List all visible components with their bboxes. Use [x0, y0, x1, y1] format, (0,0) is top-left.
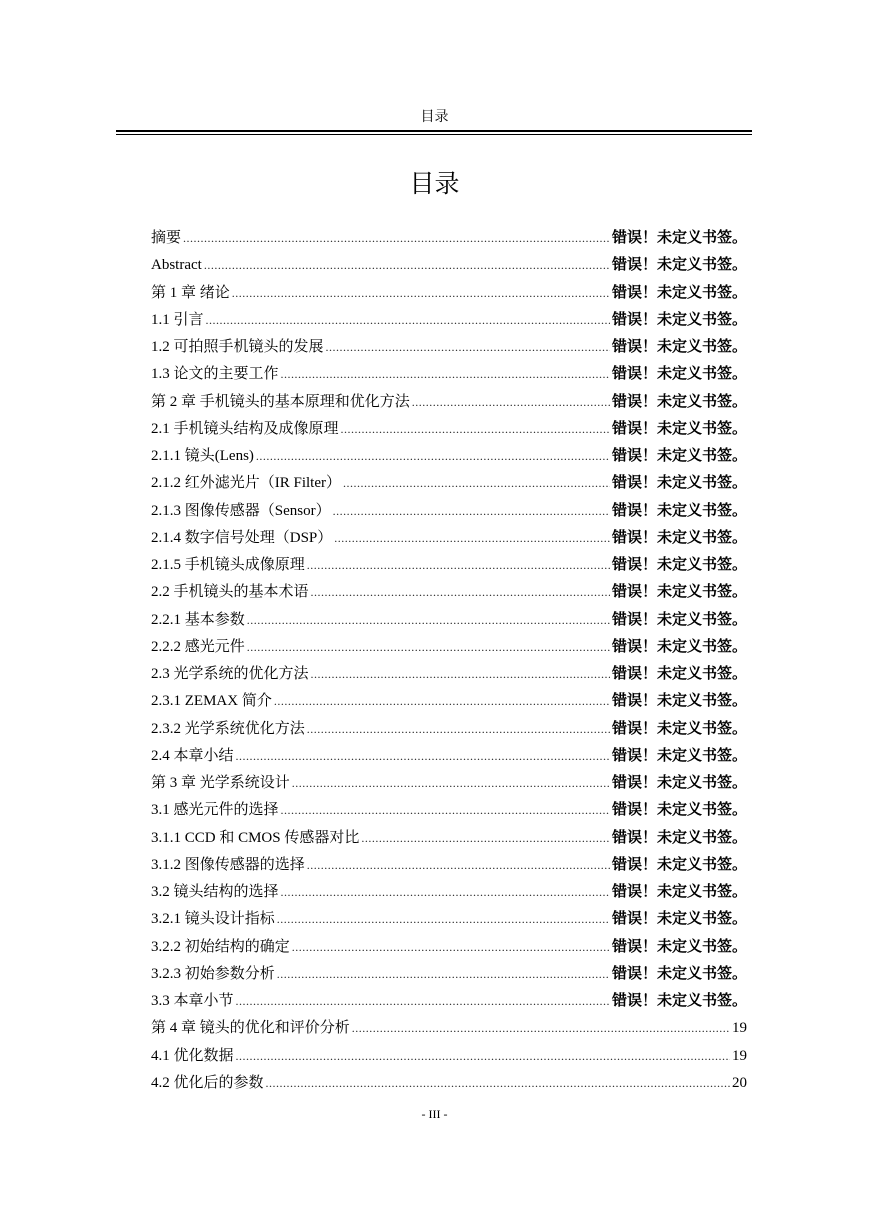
- toc-dot-leader: [281, 885, 610, 900]
- toc-dot-leader: [277, 912, 610, 927]
- toc-entry-label: 2.1 手机镜头结构及成像原理: [151, 420, 339, 437]
- toc-entry-label: Abstract: [151, 257, 202, 274]
- toc-entry[interactable]: [151, 1044, 747, 1071]
- toc-entry-page-number: 19: [732, 1020, 747, 1037]
- header-rule-thin: [116, 134, 752, 135]
- toc-entry[interactable]: [151, 962, 747, 989]
- toc-entry-bookmark-error: 错误！未定义书签。: [611, 718, 747, 737]
- toc-dot-leader: [412, 395, 610, 410]
- toc-entry-bookmark-error: 错误！未定义书签。: [611, 364, 747, 383]
- toc-dot-leader: [334, 531, 610, 546]
- toc-entry-label: 第 3 章 光学系统设计: [151, 775, 290, 791]
- toc-dot-leader: [292, 940, 610, 955]
- toc-entry-label: 3.2.3 初始参数分析: [151, 965, 275, 982]
- toc-dot-leader: [341, 422, 610, 437]
- toc-entry-bookmark-error: 错误！未定义书签。: [611, 309, 747, 328]
- toc-dot-leader: [311, 585, 610, 600]
- toc-entry-bookmark-error: 错误！未定义书签。: [611, 527, 747, 546]
- toc-title: 目录: [409, 169, 460, 198]
- toc-entry-label: 3.1.2 图像传感器的选择: [151, 856, 305, 873]
- toc-entry-bookmark-error: 错误！未定义书签。: [611, 609, 747, 628]
- toc-entry[interactable]: [151, 689, 747, 716]
- toc-entry[interactable]: [151, 935, 747, 962]
- toc-entry-label: 第 2 章 手机镜头的基本原理和优化方法: [151, 393, 410, 410]
- toc-entry-bookmark-error: 错误！未定义书签。: [611, 773, 747, 791]
- toc-entry[interactable]: [151, 281, 747, 308]
- toc-entry-bookmark-error: 错误！未定义书签。: [611, 800, 747, 819]
- toc-entry-bookmark-error: 错误！未定义书签。: [611, 882, 747, 900]
- toc-dot-leader: [232, 286, 610, 301]
- toc-entry-label: 2.3.2 光学系统优化方法: [151, 720, 305, 737]
- toc-entry-bookmark-error: 错误！未定义书签。: [611, 691, 747, 710]
- toc-entry-label: 第 1 章 绪论: [151, 284, 230, 301]
- toc-entry-label: 2.4 本章小结: [151, 747, 234, 764]
- toc-entry-label: 3.2 镜头结构的选择: [151, 884, 279, 900]
- toc-entry-label: 4.2 优化后的参数: [151, 1074, 264, 1091]
- toc-dot-leader: [361, 831, 610, 846]
- toc-entry-label: 3.1 感光元件的选择: [151, 802, 279, 819]
- toc-entry-bookmark-error: 错误！未定义书签。: [611, 936, 747, 955]
- toc-entry[interactable]: [151, 1016, 747, 1043]
- toc-entry-label: 3.3 本章小节: [151, 993, 234, 1009]
- toc-entry[interactable]: [151, 608, 747, 635]
- toc-dot-leader: [307, 858, 610, 873]
- toc-entry-bookmark-error: 错误！未定义书签。: [611, 827, 747, 846]
- toc-entry-bookmark-error: 错误！未定义书签。: [611, 555, 747, 573]
- toc-entry-label: 3.1.1 CCD 和 CMOS 传感器对比: [151, 829, 360, 846]
- toc-entry[interactable]: [151, 907, 747, 934]
- toc-entry[interactable]: [151, 253, 747, 280]
- toc-entry-label: 2.2 手机镜头的基本术语: [151, 584, 309, 601]
- toc-entry[interactable]: [151, 335, 747, 362]
- toc-dot-leader: [277, 967, 610, 982]
- toc-entry-bookmark-error: 错误！未定义书签。: [611, 473, 747, 492]
- toc-entry-bookmark-error: 错误！未定义书签。: [611, 745, 747, 764]
- toc-entry-bookmark-error: 错误！未定义书签。: [611, 636, 747, 655]
- toc-entry-bookmark-error: 错误！未定义书签。: [611, 337, 747, 355]
- toc-entry-label: 2.1.4 数字信号处理（DSP）: [151, 529, 333, 546]
- toc-entry[interactable]: [151, 308, 747, 335]
- toc-dot-leader: [206, 313, 610, 328]
- toc-entry[interactable]: [151, 226, 747, 253]
- toc-entry[interactable]: [151, 553, 747, 580]
- toc-entry[interactable]: [151, 798, 747, 825]
- toc-dot-leader: [307, 558, 610, 573]
- toc-entry[interactable]: [151, 526, 747, 553]
- toc-entry[interactable]: [151, 717, 747, 744]
- toc-entry-bookmark-error: 错误！未定义书签。: [611, 418, 747, 437]
- toc-dot-leader: [311, 667, 610, 682]
- toc-entry-label: 2.3 光学系统的优化方法: [151, 666, 309, 682]
- toc-entry-bookmark-error: 错误！未定义书签。: [611, 854, 747, 873]
- toc-entry-bookmark-error: 错误！未定义书签。: [611, 391, 747, 410]
- toc-entry[interactable]: [151, 362, 747, 389]
- toc-entry-bookmark-error: 错误！未定义书签。: [611, 909, 747, 928]
- toc-entry-bookmark-error: 错误！未定义书签。: [611, 282, 747, 301]
- toc-dot-leader: [307, 722, 610, 737]
- toc-dot-leader: [247, 640, 610, 655]
- toc-entry-page-number: 20: [732, 1074, 747, 1091]
- toc-entry[interactable]: [151, 880, 747, 907]
- toc-dot-leader: [274, 694, 610, 709]
- toc-entry-bookmark-error: 错误！未定义书签。: [611, 255, 747, 274]
- toc-dot-leader: [292, 776, 610, 791]
- toc-entry-label: 1.1 引言: [151, 311, 204, 328]
- toc-entry-bookmark-error: 错误！未定义书签。: [611, 991, 747, 1009]
- toc-entry-label: 1.3 论文的主要工作: [151, 366, 279, 383]
- toc-entry-label: 2.2.1 基本参数: [151, 611, 245, 628]
- toc-dot-leader: [236, 749, 610, 764]
- toc-entry[interactable]: [151, 989, 747, 1016]
- toc-entry[interactable]: [151, 662, 747, 689]
- toc-entry[interactable]: [151, 635, 747, 662]
- toc-entry-bookmark-error: 错误！未定义书签。: [611, 500, 747, 519]
- toc-entry-bookmark-error: 错误！未定义书签。: [611, 446, 747, 464]
- header-rule-thick: [116, 130, 752, 132]
- toc-dot-leader: [236, 1049, 730, 1064]
- toc-dot-leader: [343, 476, 610, 491]
- toc-dot-leader: [281, 367, 610, 382]
- toc-entry-bookmark-error: 错误！未定义书签。: [611, 664, 747, 682]
- toc-dot-leader: [256, 449, 610, 464]
- toc-dot-leader: [204, 258, 610, 273]
- toc-entry[interactable]: [151, 499, 747, 526]
- toc-entry[interactable]: [151, 580, 747, 607]
- toc-entry-label: 第 4 章 镜头的优化和评价分析: [151, 1020, 350, 1037]
- toc-entry-label: 1.2 可拍照手机镜头的发展: [151, 339, 324, 355]
- toc-dot-leader: [266, 1076, 730, 1091]
- toc-entry-label: 3.2.2 初始结构的确定: [151, 938, 290, 955]
- toc-dot-leader: [281, 803, 610, 818]
- toc-entry-label: 摘要: [151, 230, 182, 246]
- toc-entry[interactable]: [151, 471, 747, 498]
- page-number: - III -: [421, 1107, 448, 1121]
- toc-entry-label: 2.1.5 手机镜头成像原理: [151, 557, 305, 573]
- toc-entry-label: 4.1 优化数据: [151, 1047, 234, 1064]
- toc-dot-leader: [333, 504, 610, 519]
- toc-entry-label: 2.2.2 感光元件: [151, 638, 245, 655]
- toc-entry-label: 2.3.1 ZEMAX 简介: [151, 693, 272, 710]
- toc-entry[interactable]: [151, 417, 747, 444]
- toc-entry[interactable]: [151, 826, 747, 853]
- toc-entry-label: 3.2.1 镜头设计指标: [151, 911, 275, 928]
- toc-entry-label: 2.1.3 图像传感器（Sensor）: [151, 502, 331, 519]
- toc-entry-bookmark-error: 错误！未定义书签。: [611, 228, 747, 246]
- toc-dot-leader: [183, 231, 610, 246]
- toc-entry[interactable]: [151, 444, 747, 471]
- running-header: 目录: [420, 110, 449, 125]
- toc-dot-leader: [352, 1021, 730, 1036]
- toc-entry[interactable]: [151, 771, 747, 798]
- toc-list: [151, 226, 747, 1098]
- toc-entry[interactable]: [151, 1071, 747, 1098]
- toc-dot-leader: [247, 613, 610, 628]
- toc-entry-label: 2.1.1 镜头(Lens): [151, 448, 254, 464]
- toc-entry-page-number: 19: [732, 1047, 747, 1064]
- toc-entry-label: 2.1.2 红外滤光片（IR Filter）: [151, 475, 341, 492]
- toc-entry[interactable]: [151, 390, 747, 417]
- toc-dot-leader: [326, 340, 610, 355]
- toc-entry-bookmark-error: 错误！未定义书签。: [611, 963, 747, 982]
- toc-entry-bookmark-error: 错误！未定义书签。: [611, 582, 747, 601]
- toc-dot-leader: [236, 994, 610, 1009]
- toc-entry[interactable]: [151, 744, 747, 771]
- toc-entry[interactable]: [151, 853, 747, 880]
